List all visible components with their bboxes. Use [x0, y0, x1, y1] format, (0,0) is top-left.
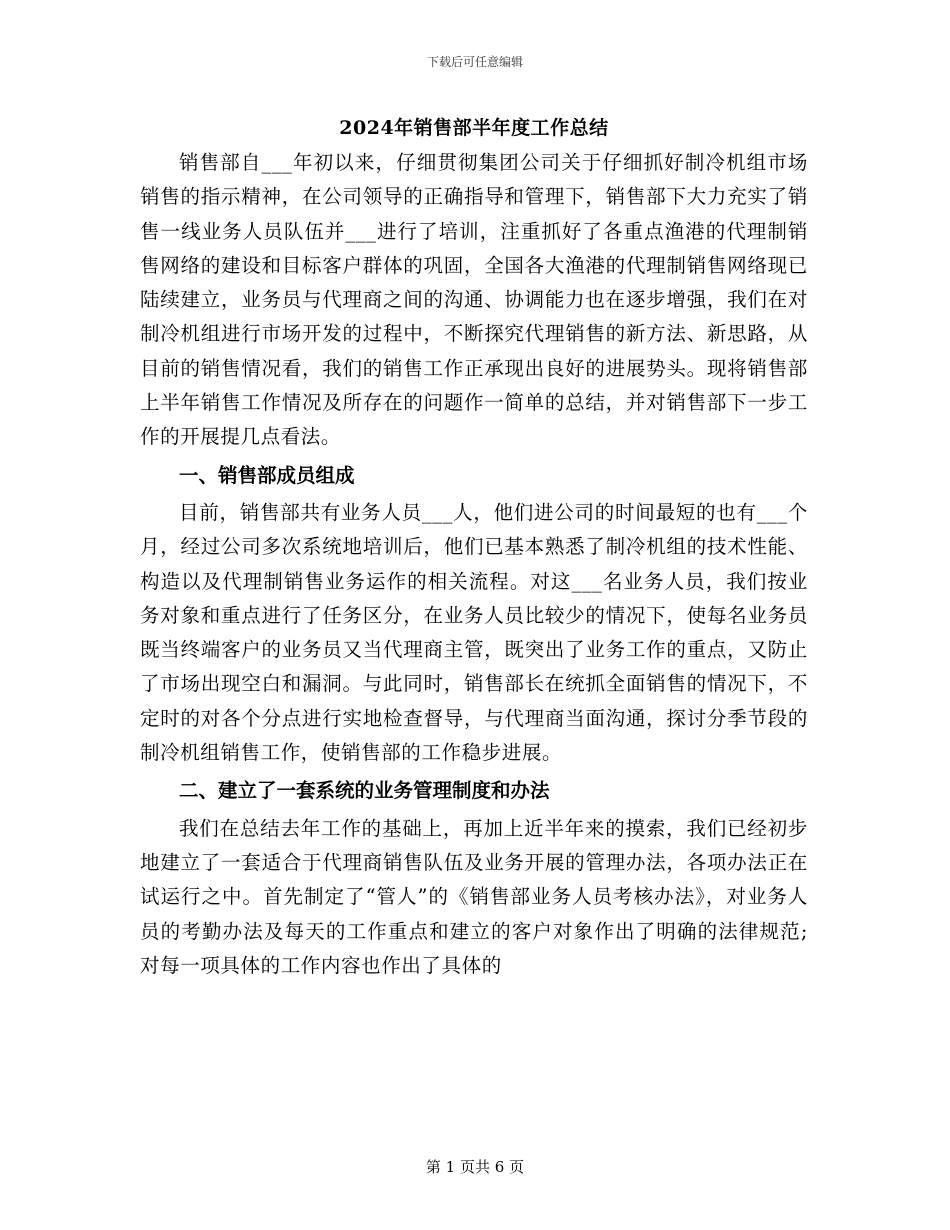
page-indicator: 第 1 页共 6 页 [425, 1158, 525, 1176]
section-2-paragraph: 我们在总结去年工作的基础上，再加上近半年来的摸索，我们已经初步地建立了一套适合于代理商销售队伍及业务开展的管理办法，各项办法正在试运行之中。首先制定了“管人”的《销售部业务人员考核办法》，对业务人员的考勤办法及每天的工作重点和建立的客户对象作出了明确的法律规范;对每一项具体的工作内容也作出了具体的 [140, 816, 808, 977]
document-page [140, 112, 808, 983]
intro-paragraph: 销售部自___年初以来，仔细贯彻集团公司关于仔细抓好制冷机组市场销售的指示精神，在公司领导的正确指导和管理下，销售部下大力充实了销售一线业务人员队伍并___进行了培训，注重抓好了各重点渔港的代理制销售网络的建设和目标客户群体的巩固，全国各大渔港的代理制销售网络现已陆续建立，业务员与代理商之间的沟通、协调能力也在逐步增强，我们在对制冷机组进行市场开发的过程中，不断探究代理销售的新方法、新思路，从目前的销售情况看，我们的销售工作正承现出良好的进展势头。现将销售部上半年销售工作情况及所存在的问题作一简单的总结，并对销售部下一步工作的开展提几点看法。 [140, 151, 808, 449]
header-note: 下载后可任意编辑 [426, 55, 523, 69]
section-1-paragraph: 目前，销售部共有业务人员___人，他们进公司的时间最短的也有___个月，经过公司多次系统地培训后，他们已基本熟悉了制冷机组的技术性能、构造以及代理制销售业务运作的相关流程。对这___名业务人员，我们按业务对象和重点进行了任务区分，在业务人员比较少的情况下，使每名业务员既当终端客户的业务员又当代理商主管，既突出了业务工作的重点，又防止了市场出现空白和漏洞。与此同时，销售部长在统抓全面销售的情况下，不定时的对各个分点进行实地检查督导，与代理商当面沟通，探讨分季节段的制冷机组销售工作，使销售部的工作稳步进展。 [140, 500, 808, 765]
section-2-heading: 二、建立了一套系统的业务管理制度和办法 [179, 779, 550, 803]
document-title: 2024年销售部半年度工作总结 [339, 117, 609, 139]
section-1-heading: 一、销售部成员组成 [179, 463, 355, 487]
